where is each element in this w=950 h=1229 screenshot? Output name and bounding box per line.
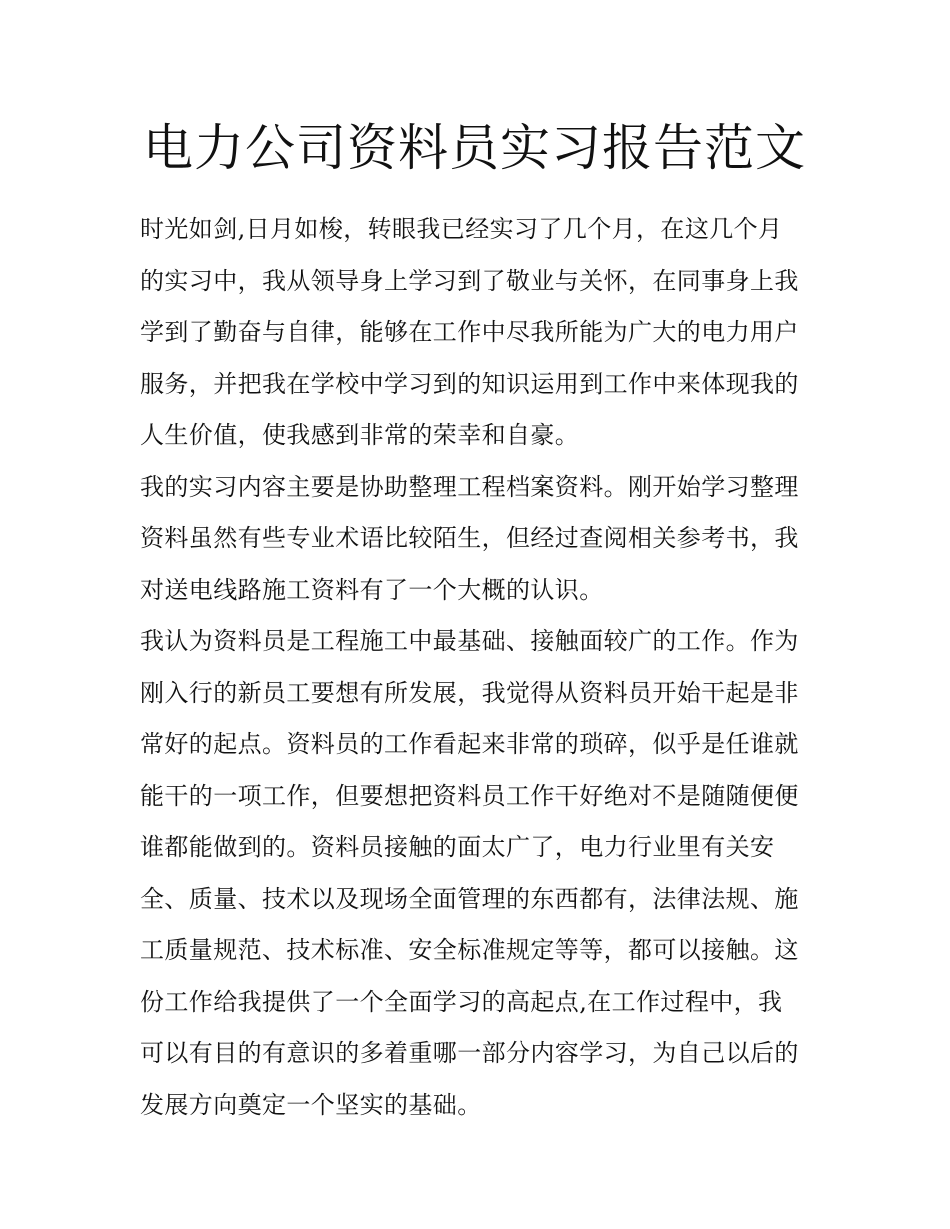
text-line: 谁都能做到的。资料员接触的面太广了，电力行业里有关安 xyxy=(140,833,775,861)
text-line: 资料虽然有些专业术语比较陌生，但经过查阅相关参考书，我 xyxy=(140,524,799,552)
text-line: 服务，并把我在学校中学习到的知识运用到工作中来体现我的 xyxy=(140,369,799,398)
text-line: 时光如剑,日月如梭，转眼我已经实习了几个月，在这几个月 xyxy=(140,215,783,243)
text-line: 对送电线路施工资料有了一个大概的认识。 xyxy=(140,575,604,604)
document-title: 电力公司资料员实习报告范文 xyxy=(143,119,806,177)
text-line: 份工作给我提供了一个全面学习的高起点,在工作过程中，我 xyxy=(140,987,783,1016)
text-line: 刚入行的新员工要想有所发展，我觉得从资料员开始干起是非 xyxy=(140,678,799,707)
text-line: 能干的一项工作，但要想把资料员工作干好绝对不是随随便便 xyxy=(140,781,799,810)
document-body xyxy=(140,204,820,1131)
text-line: 发展方向奠定一个坚实的基础。 xyxy=(140,1090,482,1119)
text-line: 人生价值，使我感到非常的荣幸和自豪。 xyxy=(140,421,580,449)
text-line: 全、质量、技术以及现场全面管理的东西都有，法律法规、施 xyxy=(140,884,799,913)
text-line: 可以有目的有意识的多着重哪一部分内容学习，为自己以后的 xyxy=(140,1039,799,1067)
text-line: 我的实习内容主要是协助整理工程档案资料。刚开始学习整理 xyxy=(140,472,799,501)
text-line: 我认为资料员是工程施工中最基础、接触面较广的工作。作为 xyxy=(140,627,799,655)
text-line: 学到了勤奋与自律，能够在工作中尽我所能为广大的电力用户 xyxy=(140,318,799,346)
text-line: 工质量规范、技术标准、安全标准规定等等，都可以接触。这 xyxy=(140,936,799,964)
text-line: 的实习中，我从领导身上学习到了敬业与关怀，在同事身上我 xyxy=(140,266,799,295)
text-line: 常好的起点。资料员的工作看起来非常的琐碎，似乎是任谁就 xyxy=(140,730,799,758)
